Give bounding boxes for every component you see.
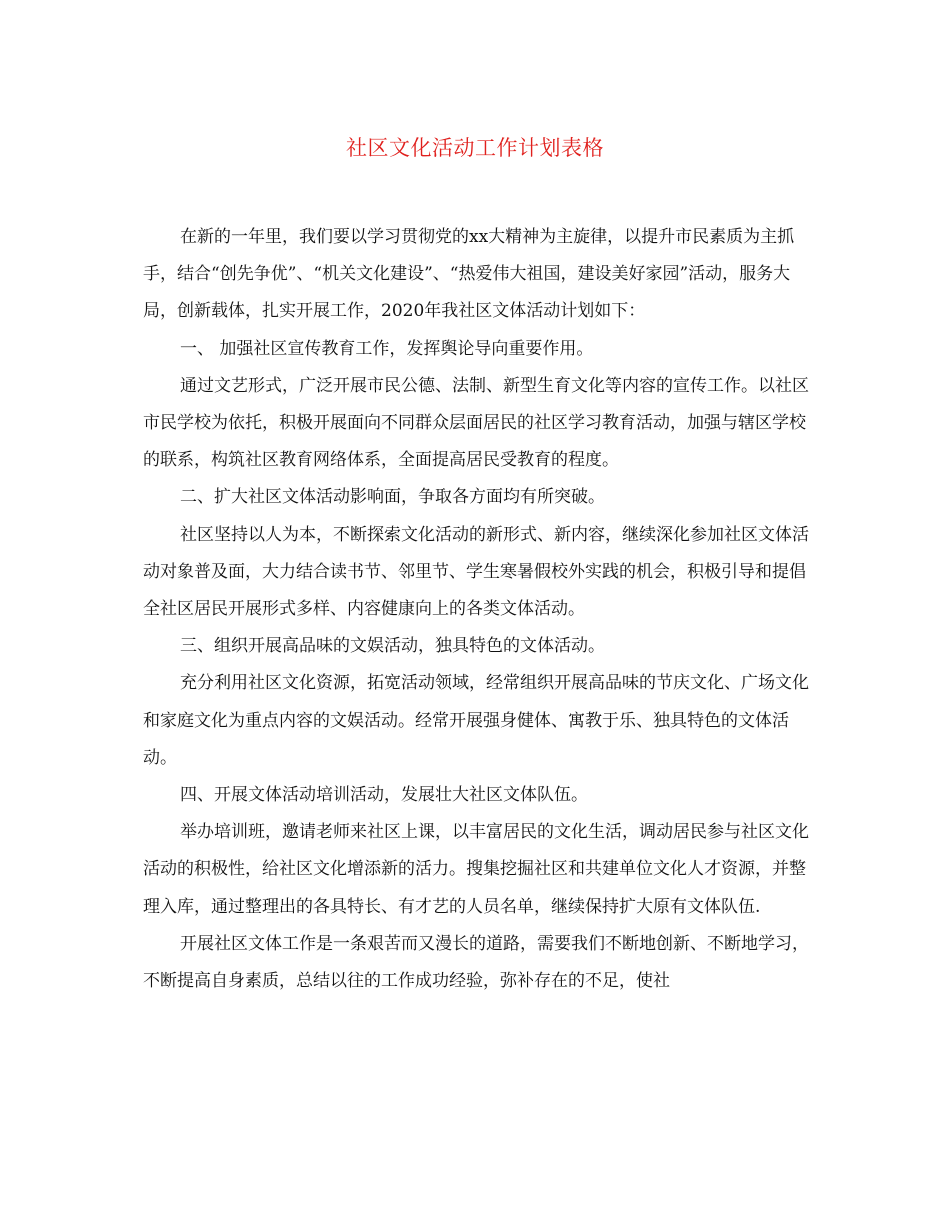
document-body [143, 219, 809, 1000]
section-heading-3: 三、组织开展高品味的文娱活动，独具特色的文体活动。 [180, 636, 605, 657]
section-heading-1: 一、 加强社区宣传教育工作，发挥舆论导向重要作用。 [180, 338, 594, 359]
section-heading-2: 二、扩大社区文体活动影响面，争取各方面均有所突破。 [180, 487, 605, 508]
section-heading-4: 四、开展文体活动培训活动，发展壮大社区文体队伍。 [180, 785, 588, 806]
paragraph-section-3: 充分利用社区文化资源，拓宽活动领域，经常组织开展高品味的节庆文化、广场文化和家庭文化为重点内容的文娱活动。经常开展强身健体、寓教于乐、独具特色的文体活动。 [143, 673, 809, 768]
paragraph-section-4: 举办培训班，邀请老师来社区上课，以丰富居民的文化生活，调动居民参与社区文化活动的积极性，给社区文化增添新的活力。搜集挖掘社区和共建单位文化人才资源，并整理入库，通过整理出的各具特长、有才艺的人员名单，继续保持扩大原有文体队伍. [143, 822, 809, 917]
paragraph-intro: 在新的一年里，我们要以学习贯彻党的xx大精神为主旋律，以提升市民素质为主抓手，结合“创先争优”、“机关文化建设”、“热爱伟大祖国，建设美好家园”活动，服务大局，创新载体，扎实开展工作，2020年我社区文体活动计划如下： [143, 227, 795, 322]
paragraph-section-1: 通过文艺形式，广泛开展市民公德、法制、新型生育文化等内容的宣传工作。以社区市民学校为依托，积极开展面向不同群众层面居民的社区学习教育活动，加强与辖区学校的联系，构筑社区教育网络体系，全面提高居民受教育的程度。 [143, 375, 809, 471]
document-title: 社区文化活动工作计划表格 [346, 136, 604, 160]
paragraph-section-2: 社区坚持以人为本，不断探索文化活动的新形式、新内容，继续深化参加社区文体活动对象普及面，大力结合读书节、邻里节、学生寒暑假校外实践的机会，积极引导和提倡全社区居民开展形式多样、内容健康向上的各类文体活动。 [143, 524, 809, 620]
paragraph-closing: 开展社区文体工作是一条艰苦而又漫长的道路，需要我们不断地创新、不断地学习，不断提高自身素质，总结以往的工作成功经验，弥补存在的不足，使社 [143, 933, 809, 992]
